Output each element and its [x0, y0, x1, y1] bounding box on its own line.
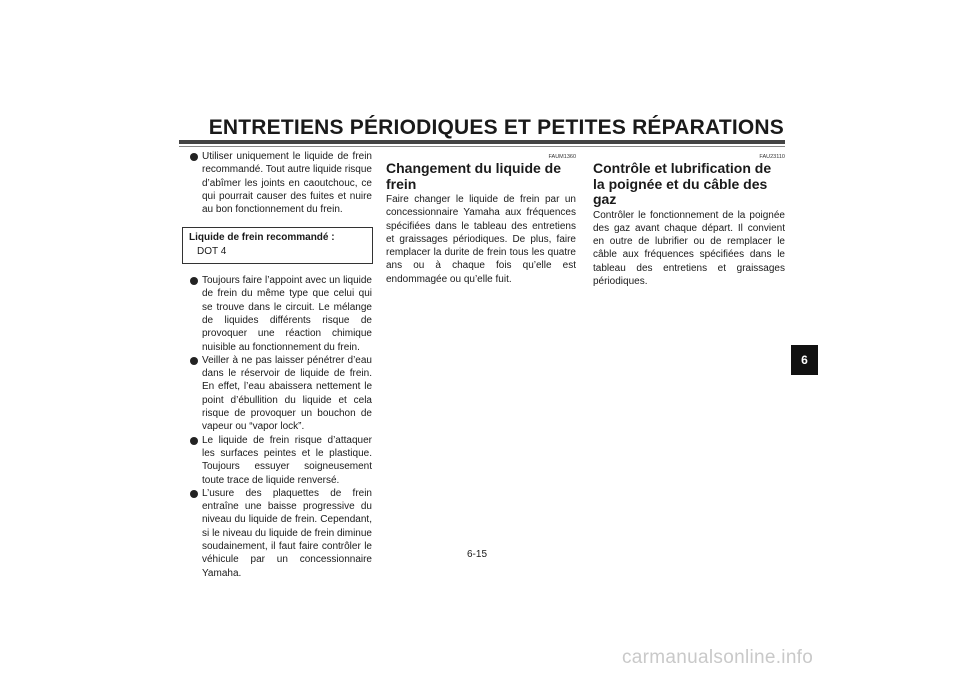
reference-code: FAU23110 [759, 154, 785, 160]
reference-code: FAUM1360 [548, 154, 576, 160]
bullet-text: Utiliser uniquement le liquide de frein recommandé. Tout autre liquide risque d’abîmer les joints en caoutchouc, ce qui pourrait causer des fuites et nuire au bon fonctionnement du frein. [202, 151, 372, 216]
header-rule [179, 140, 785, 144]
spec-box [182, 227, 373, 264]
bullet-item [188, 434, 372, 487]
bullet-icon [190, 490, 198, 498]
column-middle [386, 150, 576, 286]
spec-label: Liquide de frein recommandé : [189, 232, 335, 244]
bullet-icon [190, 357, 198, 365]
bullet-item [188, 487, 372, 580]
section-body: Faire changer le liquide de frein par un concessionnaire Yamaha aux fréquences spécifiées dans le tableau des entretiens et graissages périodiques. De plus, faire remplacer la durite de frein tous les quatre ans ou à chaque fois qu’elle est endommagée ou qu’elle fuit. [386, 194, 576, 285]
bullet-item [188, 274, 372, 354]
bullet-text: Toujours faire l’appoint avec un liquide de frein du même type que celui qui se trouve dans le circuit. Le mélange de liquides différents risque de provoquer une réaction chimique nuisible au fonctionnement du frein. [202, 275, 372, 353]
bullet-icon [190, 153, 198, 161]
section-title: Changement du liquide de frein [386, 160, 562, 192]
bullet-text: Veiller à ne pas laisser pénétrer d’eau dans le réservoir de liquide de frein. En effet, l’eau abaissera nettement le point d’ébullition du liquide et cela risque de provoquer un bouchon de vapeur ou “vapor lock”. [202, 354, 372, 433]
bullet-item [188, 150, 372, 216]
chapter-tab: 6 [791, 345, 818, 375]
page-number: 6-15 [467, 549, 488, 560]
watermark: carmanualsonline.info [622, 647, 814, 668]
bullet-icon [190, 277, 198, 285]
header-rule-thin [179, 146, 785, 147]
section-body: Contrôler le fonctionnement de la poignée des gaz avant chaque départ. Il convient en outre de lubrifier ou de remplacer le câble aux fréquences spécifiées dans le tableau des entretiens et graissages périodiques. [593, 209, 785, 287]
column-left [188, 150, 372, 580]
bullet-text: Le liquide de frein risque d’attaquer les surfaces peintes et le plastique. Toujours essuyer soigneusement toute trace de liquide renversé. [202, 434, 372, 486]
column-right [593, 150, 785, 288]
page-title: ENTRETIENS PÉRIODIQUES ET PETITES RÉPARATIONS [208, 116, 784, 139]
bullet-item [188, 354, 372, 434]
bullet-icon [190, 437, 198, 445]
section-title: Contrôle et lubrification de la poignée et du câble des gaz [593, 160, 772, 207]
spec-value: DOT 4 [197, 245, 227, 257]
bullet-text: L’usure des plaquettes de frein entraîne une baisse progressive du niveau du liquide de frein. Cependant, si le niveau du liquide de frein diminue soudainement, il faut faire contrôler le véhicule par un concessionnaire Yamaha. [202, 487, 372, 579]
